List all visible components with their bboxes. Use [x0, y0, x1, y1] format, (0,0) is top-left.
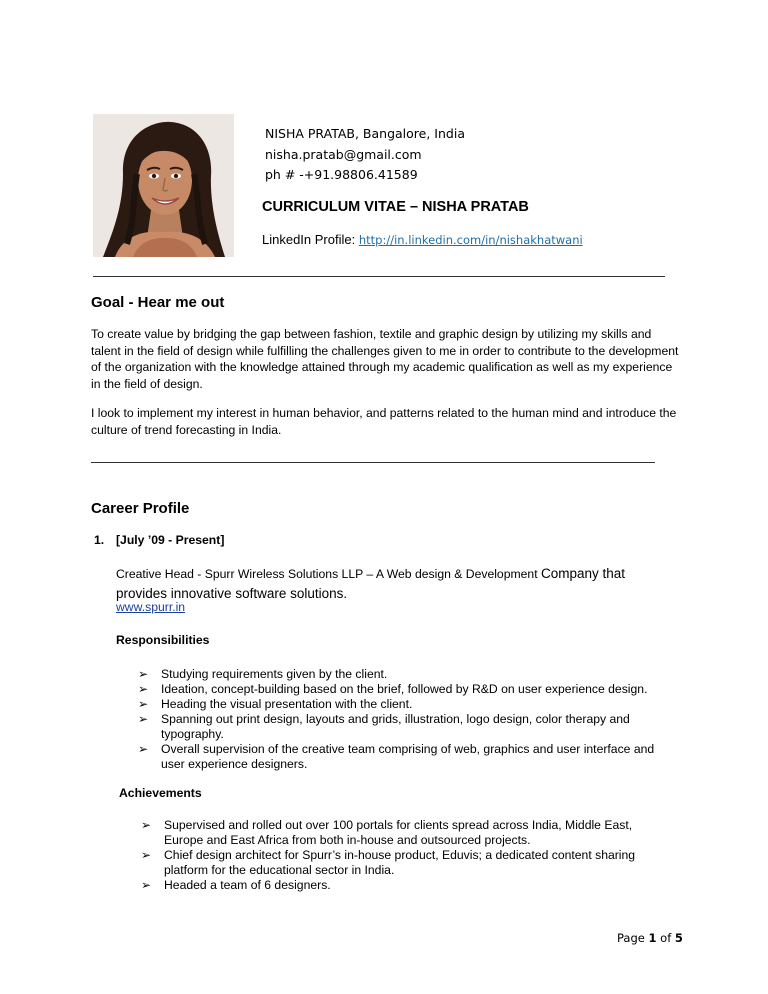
linkedin-label: LinkedIn Profile:: [262, 232, 359, 247]
list-item: ➢ Overall supervision of the creative team comprising of web, graphics and user interface and user experience designers.: [138, 742, 655, 771]
role-line-2: provides innovative software solutions.: [116, 586, 348, 601]
list-item: ➢ Spanning out print design, layouts and grids, illustration, logo design, color therapy and typography.: [138, 712, 630, 741]
role-line-1: Creative Head - Spurr Wireless Solutions LLP – A Web design & Development: [116, 567, 541, 581]
career-period: [July ’09 - Present]: [116, 533, 225, 547]
role-line-1-tail: Company that: [540, 566, 626, 581]
list-item: ➢ Headed a team of 6 designers.: [141, 878, 331, 892]
list-item: ➢ Supervised and rolled out over 100 portals for clients spread across India, Middle East, Europe and East Africa from both in-house and outsourced projects.: [141, 818, 633, 847]
header-divider: [93, 276, 665, 277]
responsibilities-heading: Responsibilities: [116, 633, 210, 647]
goal-heading: Goal - Hear me out: [91, 294, 225, 311]
list-item: ➢ Ideation, concept-building based on the brief, followed by R&D on user experience design.: [138, 682, 648, 696]
list-item: ➢ Heading the visual presentation with the client.: [138, 697, 413, 711]
phone-text: ph # -+91.98806.41589: [265, 167, 418, 182]
page-number: Page 1 of 5: [617, 931, 683, 945]
name-location: NISHA PRATAB, Bangalore, India: [265, 126, 465, 141]
linkedin-line: [262, 232, 583, 247]
linkedin-link[interactable]: http://in.linkedin.com/in/nishakhatwani: [358, 233, 583, 247]
arrowhead-bullet-icon: ➢: [138, 697, 149, 711]
arrowhead-bullet-icon: ➢: [138, 742, 149, 756]
arrowhead-bullet-icon: ➢: [138, 667, 149, 681]
arrowhead-bullet-icon: ➢: [141, 878, 152, 892]
responsibilities-list: [138, 667, 678, 772]
achievements-heading: Achievements: [119, 786, 202, 800]
goal-paragraph-1: To create value by bridging the gap between fashion, textile and graphic design by utilizing my skills and talent in the field of design while fulfilling the challenges given to me in order to contribute to the development of the organization with the knowledge attained through my academic qualification as well as my experience in the field of design.: [91, 327, 679, 391]
career-item-number: 1.: [94, 533, 105, 547]
goal-divider: [91, 462, 655, 463]
role-description: [116, 564, 676, 603]
current-page: 1: [648, 931, 657, 945]
arrowhead-bullet-icon: ➢: [138, 712, 149, 726]
arrowhead-bullet-icon: ➢: [138, 682, 149, 696]
company-website-link[interactable]: www.spurr.in: [116, 600, 186, 614]
arrowhead-bullet-icon: ➢: [141, 848, 152, 862]
achievements-list: [141, 818, 661, 893]
cv-title: CURRICULUM VITAE – NISHA PRATAB: [262, 199, 529, 215]
list-item: ➢ Chief design architect for Spurr’s in-house product, Eduvis; a dedicated content sharing platform for the educational sector in India.: [141, 848, 636, 877]
contact-block: [265, 124, 465, 186]
career-heading: Career Profile: [91, 500, 190, 517]
goal-paragraph-2: I look to implement my interest in human behavior, and patterns related to the human mind and introduce the culture of trend forecasting in India.: [91, 406, 677, 437]
email-text: nisha.pratab@gmail.com: [265, 146, 422, 162]
list-item: ➢ Studying requirements given by the client.: [138, 667, 388, 681]
total-pages: 5: [674, 931, 683, 945]
arrowhead-bullet-icon: ➢: [141, 818, 152, 832]
profile-photo: [93, 114, 234, 257]
